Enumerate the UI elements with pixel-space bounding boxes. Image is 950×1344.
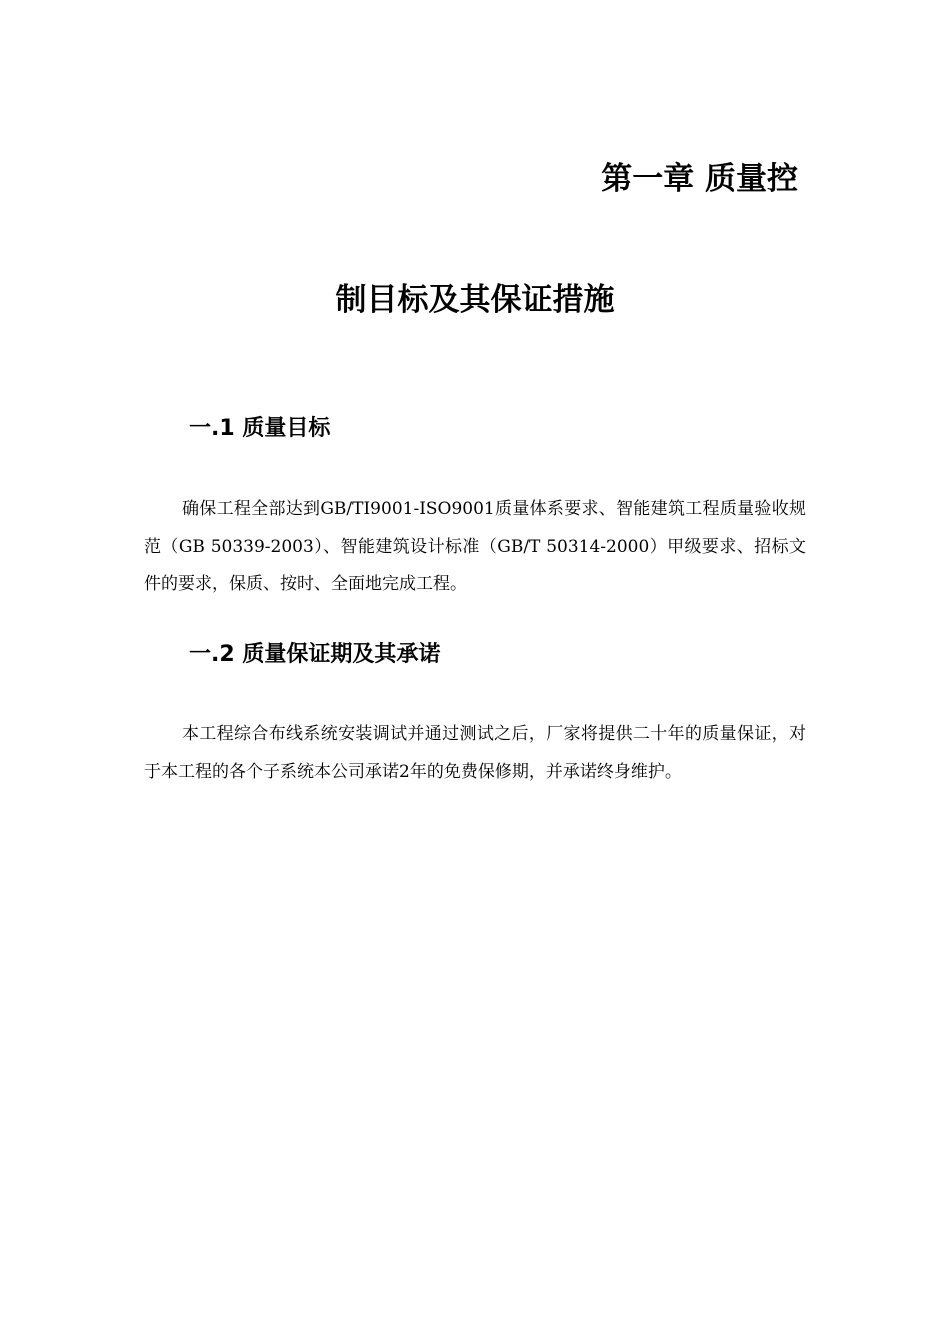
section-heading-quality-goal: 一.1 质量目标 — [189, 416, 331, 441]
section-paragraph-warranty: 本工程综合布线系统安装调试并通过测试之后，厂家将提供二十年的质量保证，对于本工程的各个子系统本公司承诺2年的免费保修期，并承诺终身维护。 — [144, 724, 806, 782]
chapter-title-line-1: 第一章 质量控 — [601, 161, 798, 197]
section-heading-warranty: 一.2 质量保证期及其承诺 — [189, 642, 441, 667]
section-paragraph-quality-goal: 确保工程全部达到GB/TI9001-ISO9001质量体系要求、智能建筑工程质量验收规范（GB 50339-2003）、智能建筑设计标准（GB/T 50314-2000）甲级要求、招标文件的要求，保质、按时、全面地完成工程。 — [144, 499, 806, 594]
chapter-title-line-2: 制目标及其保证措施 — [335, 282, 615, 318]
